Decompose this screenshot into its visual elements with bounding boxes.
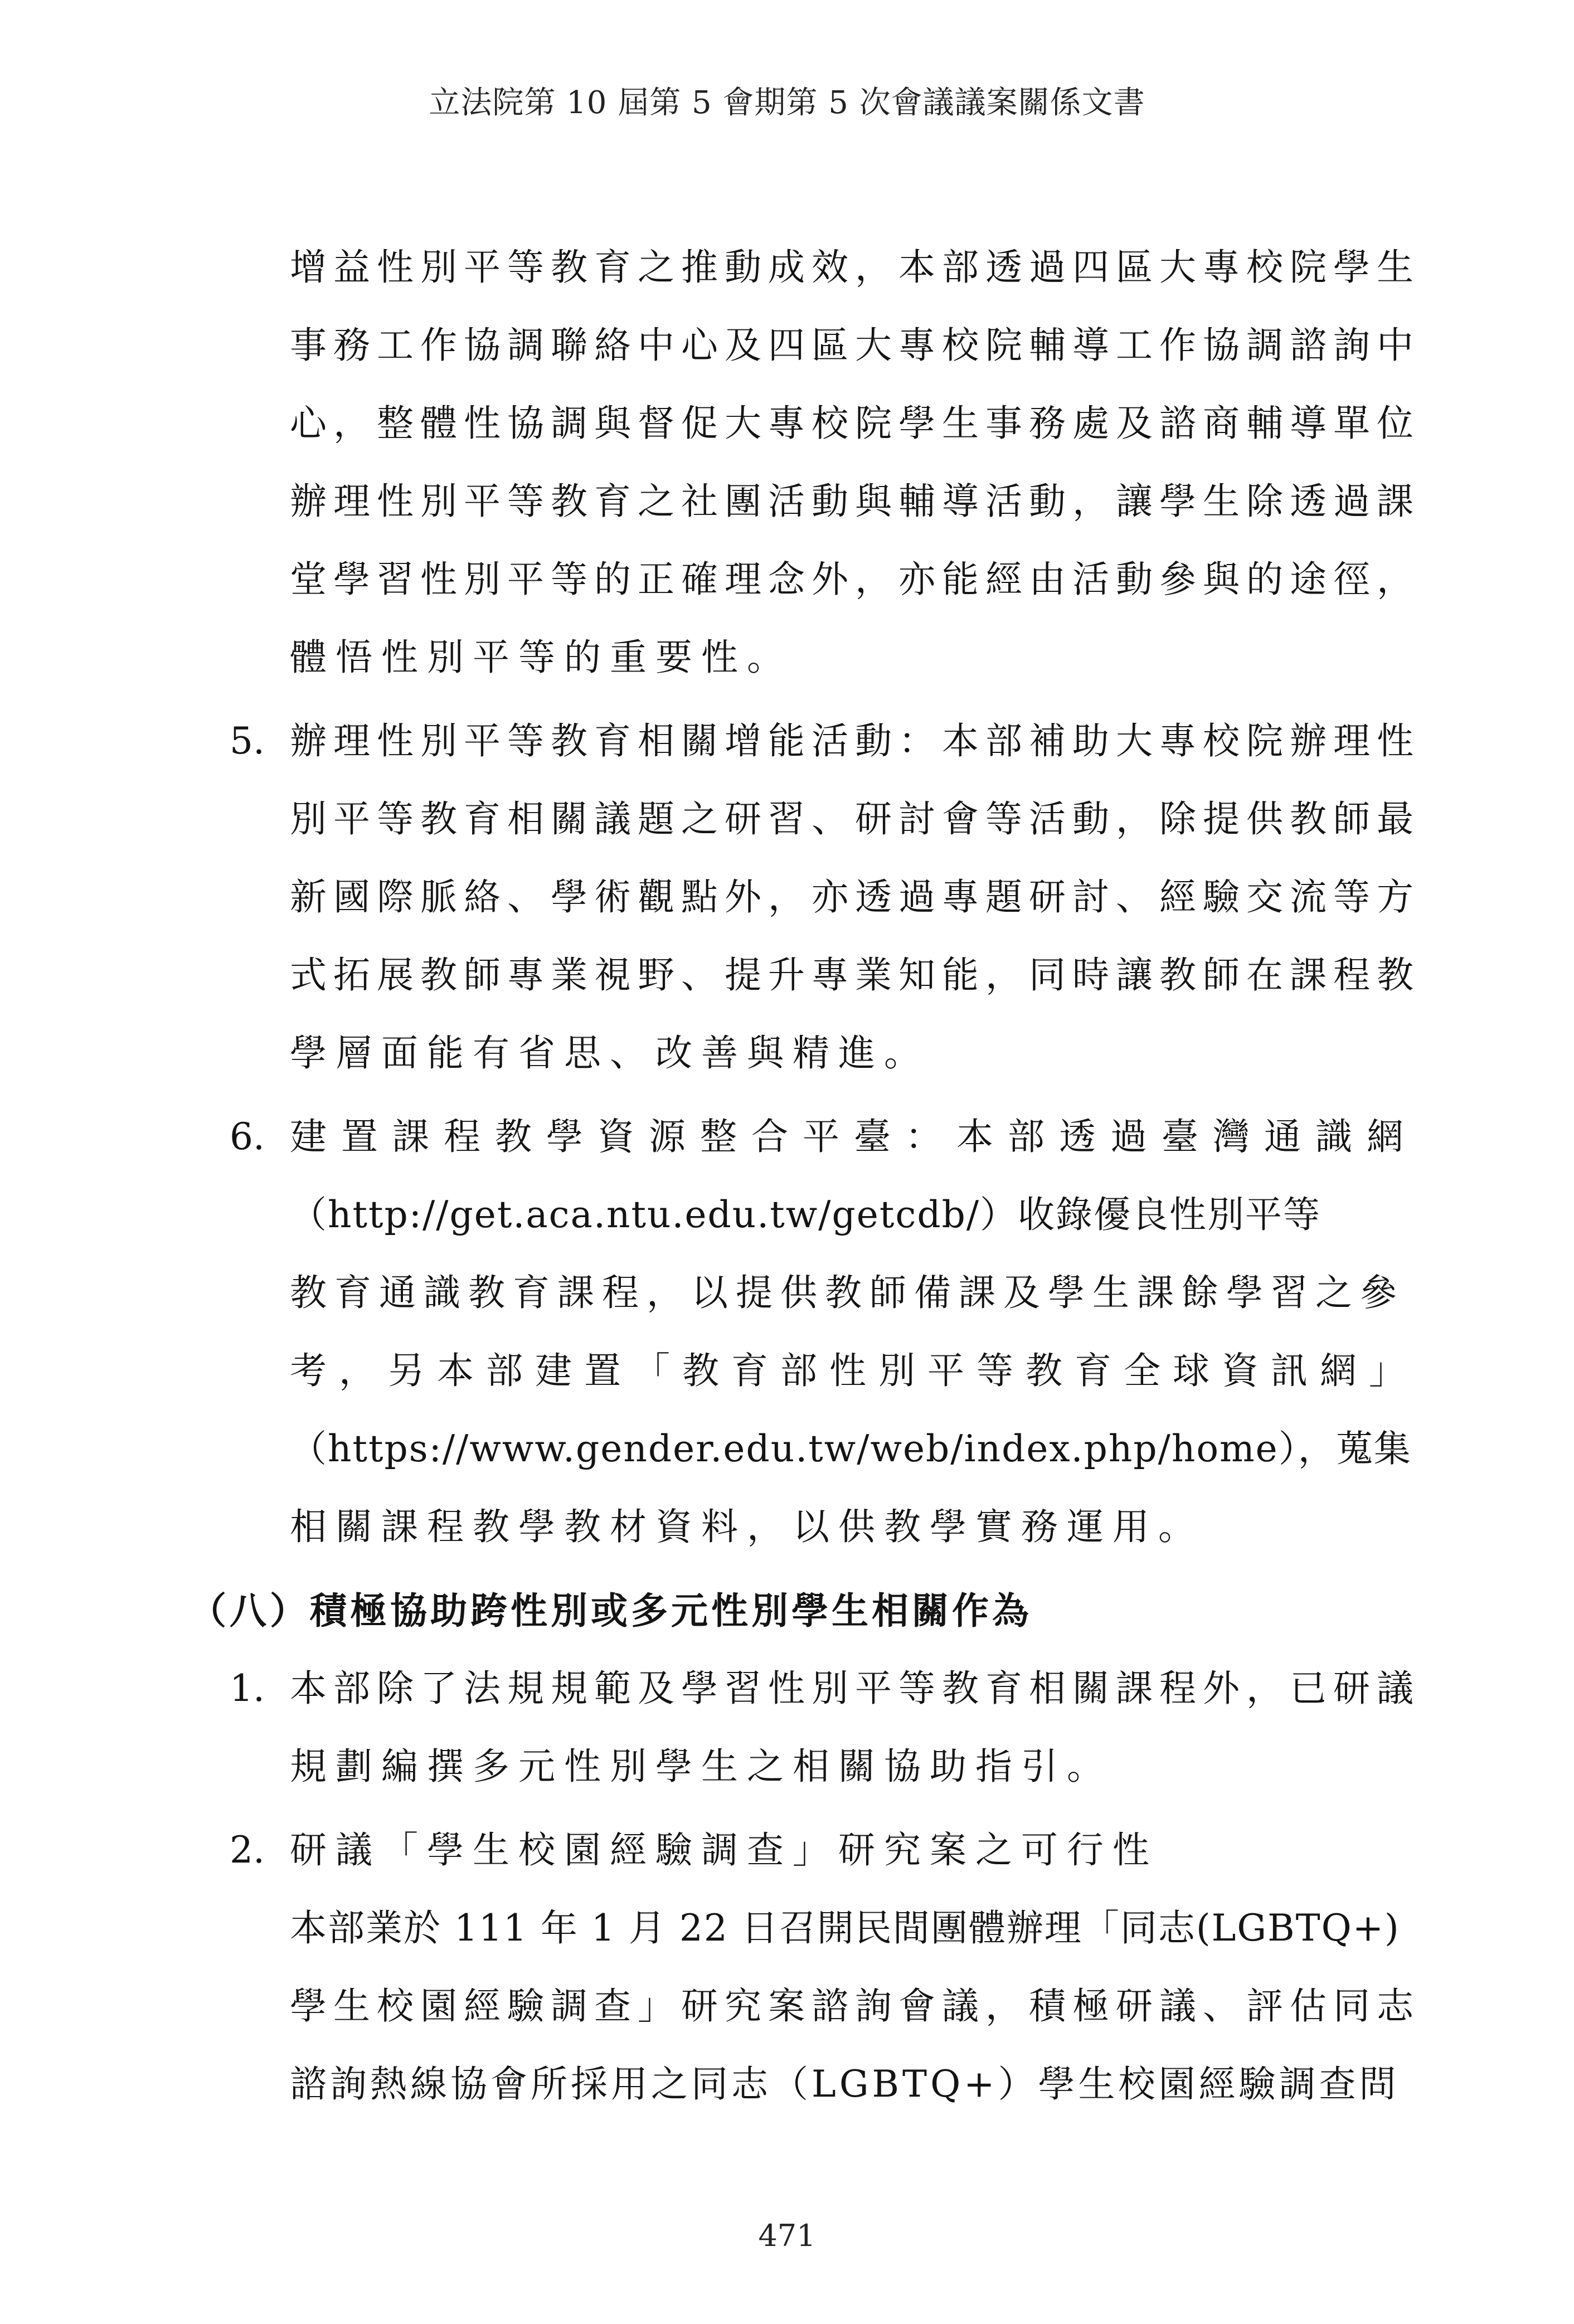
item-6-line-4: 考，另本部建置「教育部性別平等教育全球資訊網」 <box>290 1349 1418 1392</box>
item-6-line-1: 建置課程教學資源整合平臺：本部透過臺灣通識網 <box>290 1115 1418 1158</box>
section-8-heading: （八）積極協助跨性別或多元性別學生相關作為 <box>190 1589 1032 1632</box>
section-8-item-1-line-1: 本部除了法規規範及學習性別平等教育相關課程外，已研議 <box>290 1667 1420 1710</box>
item-5-line-3: 新國際脈絡、學術觀點外，亦透過專題研討、經驗交流等方 <box>290 876 1420 918</box>
section-8-item-2-number: 2. <box>230 1829 265 1871</box>
intro-line-4: 辦理性別平等教育之社團活動與輔導活動，讓學生除透過課 <box>290 480 1420 523</box>
item-5-number: 5. <box>230 719 265 762</box>
item-5-line-4: 式拓展教師專業視野、提升專業知能，同時讓教師在課程教 <box>290 954 1420 996</box>
intro-line-2: 事務工作協調聯絡中心及四區大專校院輔導工作協調諮詢中 <box>290 324 1420 367</box>
item-5-line-2: 別平等教育相關議題之研習、研討會等活動，除提供教師最 <box>290 798 1420 840</box>
item-6-number: 6. <box>230 1115 265 1158</box>
section-8-item-2-line-3: 學生校園經驗調查」研究案諮詢會議，積極研議、評估同志 <box>290 1985 1420 2028</box>
item-6-line-6: 相關課程教學教材資料，以供教學實務運用。 <box>290 1505 1204 1548</box>
intro-line-1: 增益性別平等教育之推動成效，本部透過四區大專校院學生 <box>290 246 1420 289</box>
item-5-line-1: 辦理性別平等教育相關增能活動：本部補助大專校院辦理性 <box>290 719 1420 762</box>
intro-line-6: 體悟性別平等的重要性。 <box>290 636 793 679</box>
item-6-line-3: 教育通識教育課程，以提供教師備課及學生課餘學習之參 <box>290 1271 1405 1314</box>
section-8-item-2-line-2: 本部業於 111 年 1 月 22 日召開民間團體辦理「同志(LGBTQ+) <box>290 1907 1400 1949</box>
item-6-line-5: （https://www.gender.edu.tw/web/index.php/home），蒐集 <box>290 1427 1412 1470</box>
section-8-item-2-line-4: 諮詢熱線協會所採用之同志（LGBTQ+）學生校園經驗調查問 <box>290 2063 1400 2106</box>
page-number: 471 <box>758 2218 816 2253</box>
section-8-item-1-number: 1. <box>230 1667 265 1710</box>
document-header: 立法院第 10 屆第 5 會期第 5 次會議議案關係文書 <box>429 85 1145 121</box>
section-8-item-1-line-2: 規劃編撰多元性別學生之相關協助指引。 <box>290 1745 1113 1788</box>
item-6-line-2: （http://get.aca.ntu.edu.tw/getcdb/）收錄優良性別平等 <box>290 1193 1322 1236</box>
intro-line-3: 心，整體性協調與督促大專校院學生事務處及諮商輔導單位 <box>290 402 1420 445</box>
item-5-line-5: 學層面能有省思、改善與精進。 <box>290 1032 930 1075</box>
section-8-item-2-line-1: 研議「學生校園經驗調查」研究案之可行性 <box>290 1829 1158 1871</box>
intro-line-5: 堂學習性別平等的正確理念外，亦能經由活動參與的途徑， <box>290 558 1420 601</box>
